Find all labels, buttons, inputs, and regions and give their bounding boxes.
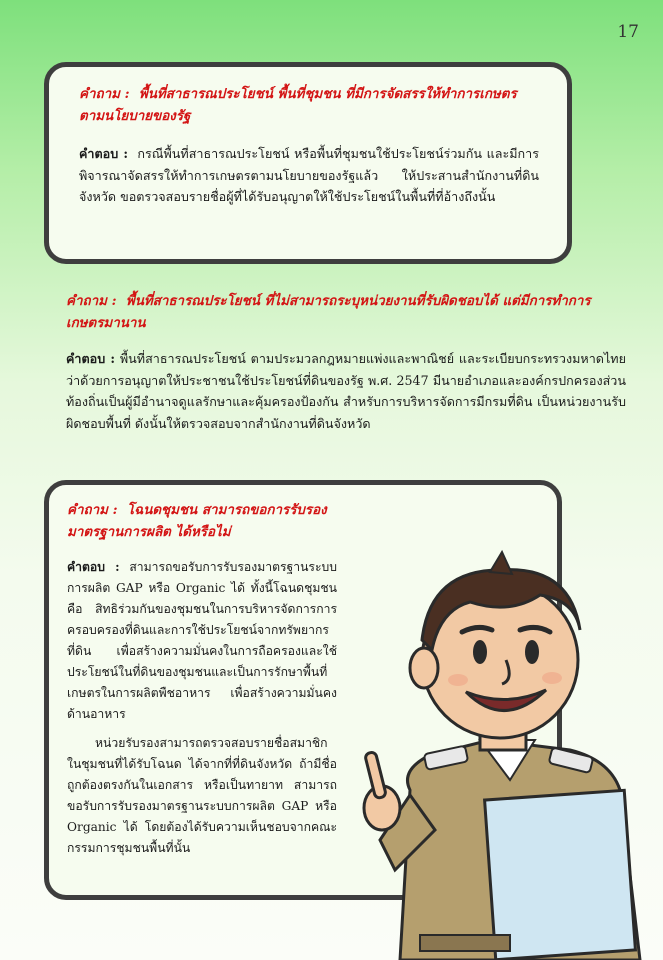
- answer-label: คำตอบ :: [66, 351, 116, 366]
- qa-section-2: [66, 290, 626, 434]
- question-text: พื้นที่สาธารณประโยชน์ พื้นที่ชุมชน ที่มีการจัดสรรให้ทำการเกษตรตามนโยบายของรัฐ: [79, 86, 517, 124]
- question-label: คำถาม :: [67, 502, 118, 518]
- answer-text: กรณีพื้นที่สาธารณประโยชน์ หรือพื้นที่ชุมชนใช้ประโยชน์ร่วมกัน และมีการพิจารณาจัดสรรให้ทำการเกษตรตามนโยบายของรัฐแล้ว ให้ประสานสำนักงานที่ดินจังหวัด ขอตรวจสอบรายชื่อผู้ที่ได้รับอนุญาตให้ใช้ประโยชน์ในพื้นที่ที่อ้างถึงนั้น: [79, 146, 539, 204]
- question-2: [66, 290, 626, 334]
- answer-1: [79, 143, 539, 208]
- page-number: 17: [617, 22, 639, 42]
- answer-3-paragraph-2: หน่วยรับรองสามารถตรวจสอบรายชื่อสมาชิกในชุมชนที่ได้รับโฉนด ได้จากที่ที่ดินจังหวัด ถ้ามีชื่อถูกต้องตรงกันในเอกสาร หรือเป็นทายาท สามารถขอรับการรับรองมาตรฐานระบบการผลิต GAP หรือ Organic ได้ โดยต้องได้รับความเห็นชอบจากคณะกรรมการชุมชนพื้นที่นั้น: [67, 736, 337, 855]
- answer-text: สามารถขอรับการรับรองมาตรฐานระบบการผลิต GAP หรือ Organic ได้ ทั้งนี้โฉนดชุมชนคือ สิทธิร่วมกันของชุมชนในการบริหารจัดการการครอบครองที่ดินและการใช้ประโยชน์จากทรัพยากรที่ดิน เพื่อสร้างความมั่นคงในการถือครองและใช้ประโยชน์ในที่ดินของชุมชนและเป็นการรักษาพื้นที่เกษตรในการผลิตพืชอาหาร เพื่อสร้างความมั่นคงด้านอาหาร: [67, 560, 337, 721]
- qa-box-1: [44, 62, 572, 264]
- answer-3: [67, 557, 337, 725]
- question-text: โฉนดชุมชน สามารถขอการรับรองมาตรฐานการผลิต ได้หรือไม่: [67, 502, 327, 540]
- question-3: [67, 499, 357, 543]
- question-text: พื้นที่สาธารณประโยชน์ ที่ไม่สามารถระบุหน่วยงานที่รับผิดชอบได้ แต่มีการทำการเกษตรมานาน: [66, 293, 591, 331]
- question-label: คำถาม :: [66, 293, 117, 309]
- answer-label: คำตอบ :: [79, 146, 128, 161]
- question-1: [79, 83, 539, 127]
- answer-label: คำตอบ :: [67, 560, 120, 574]
- cartoon-official-illustration: [340, 540, 663, 960]
- question-label: คำถาม :: [79, 86, 130, 102]
- answer-2: [66, 348, 626, 434]
- answer-text: พื้นที่สาธารณประโยชน์ ตามประมวลกฎหมายแพ่งและพาณิชย์ และระเบียบกระทรวงมหาดไทยว่าด้วยการอนุญาตให้ประชาชนใช้ประโยชน์ที่ดินของรัฐ พ.ศ. 2547 มีนายอำเภอและองค์กรปกครองส่วนท้องถิ่นเป็นผู้มีอำนาจดูแลรักษาและคุ้มครองป้องกัน สำหรับการบริหารจัดการมีกรมที่ดิน เป็นหน่วยงานรับผิดชอบพื้นที่ ดังนั้นให้ตรวจสอบจากสำนักงานที่ดินจังหวัด: [66, 351, 626, 431]
